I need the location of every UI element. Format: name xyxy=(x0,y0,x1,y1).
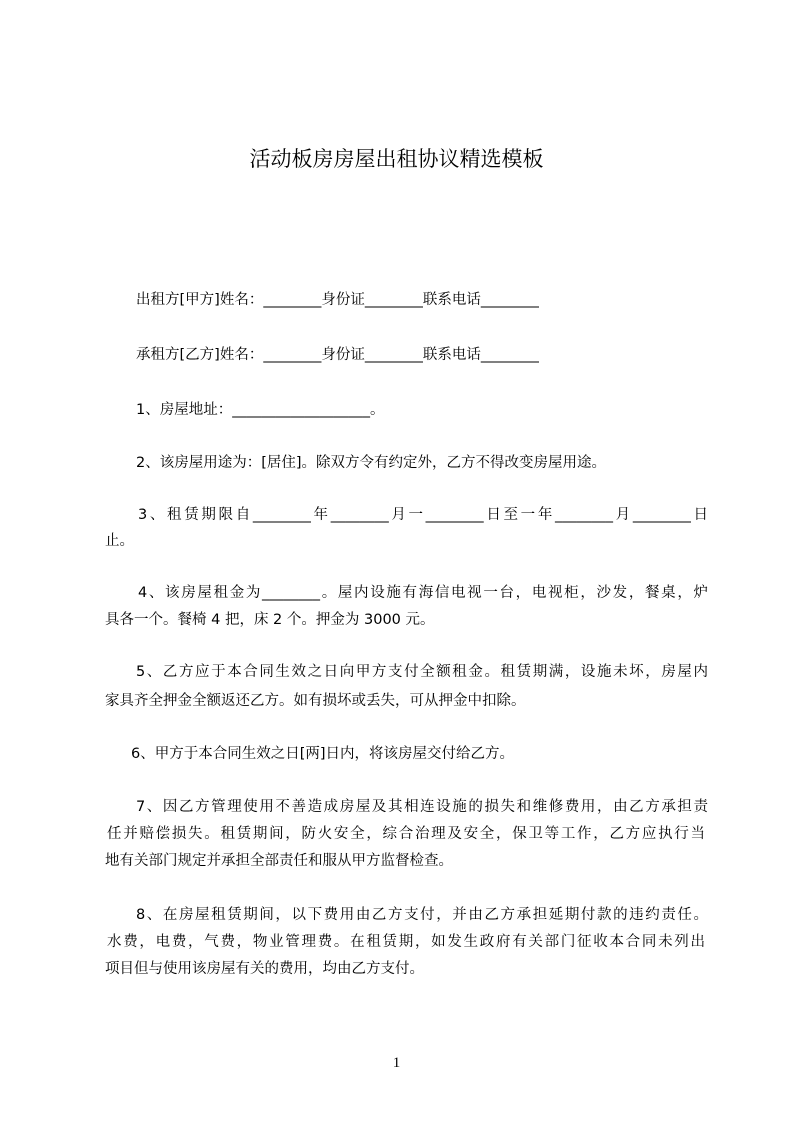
clause-5-line-1: 5、乙方应于本合同生效之日向甲方支付全额租金。租赁期满，设施未坏，房屋内 xyxy=(136,664,708,680)
clause-7-line-1: 7、因乙方管理使用不善造成房屋及其相连设施的损失和维修费用，由乙方承担责 xyxy=(136,799,708,815)
clause-7-line-2: 任并赔偿损失。租赁期间，防火安全，综合治理及安全，保卫等工作，乙方应执行当 xyxy=(107,826,705,842)
clause-3-line-1: 3、租赁期限自________年________月一________日至一年________月________日 xyxy=(138,507,708,523)
clause-5-line-2: 家具齐全押金全额返还乙方。如有损坏或丢失，可从押金中扣除。 xyxy=(105,693,526,709)
page-number: 1 xyxy=(392,1055,401,1071)
clause-6: 6、甲方于本合同生效之日[两]日内，将该房屋交付给乙方。 xyxy=(131,746,515,762)
clause-8-line-1: 8、在房屋租赁期间，以下费用由乙方支付，并由乙方承担延期付款的违约责任。 xyxy=(136,907,708,923)
clause-8-line-3: 项目但与使用该房屋有关的费用，均由乙方支付。 xyxy=(105,961,424,977)
clause-7-line-3: 地有关部门规定并承担全部责任和服从甲方监督检查。 xyxy=(105,853,453,869)
lessor-info-line: 出租方[甲方]姓名：________身份证________联系电话________ xyxy=(136,292,539,308)
clause-2: 2、该房屋用途为：[居住]。除双方令有约定外，乙方不得改变房屋用途。 xyxy=(136,455,607,471)
clause-3-line-2: 止。 xyxy=(105,533,134,549)
clause-8-line-2: 水费，电费，气费，物业管理费。在租赁期，如发生政府有关部门征收本合同未列出 xyxy=(107,934,705,950)
clause-1: 1、房屋地址：___________________。 xyxy=(136,402,385,418)
lessee-info-line: 承租方[乙方]姓名：________身份证________联系电话________ xyxy=(136,347,539,363)
clause-4-line-2: 具各一个。餐椅 4 把，床 2 个。押金为 3000 元。 xyxy=(105,612,435,628)
document-title: 活动板房房屋出租协议精选模板 xyxy=(249,147,544,171)
clause-4-line-1: 4、该房屋租金为________。屋内设施有海信电视一台，电视柜，沙发，餐桌，炉 xyxy=(138,585,708,601)
